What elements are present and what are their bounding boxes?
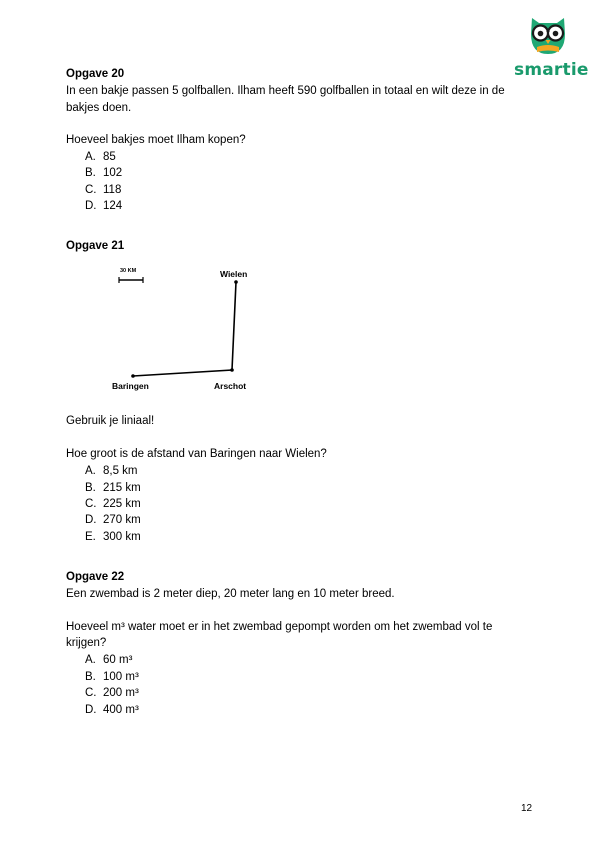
q20-option-c: C. 118 — [85, 183, 122, 196]
q21-option-a: A. 8,5 km — [85, 465, 138, 477]
q20-title: Opgave 20 — [66, 68, 125, 80]
q21-option-d: D. 270 km — [85, 514, 141, 526]
q21-question: Hoe groot is de afstand van Baringen naar Wielen? — [66, 448, 327, 460]
logo-text: smartie — [514, 60, 589, 80]
point-baringen — [131, 374, 135, 378]
page-number: 12 — [521, 803, 533, 814]
q20-option-d: D. 124 — [85, 200, 123, 212]
q22-question-line2: krijgen? — [66, 637, 107, 649]
q20-text-line2: bakjes doen. — [66, 102, 132, 114]
point-wielen — [234, 280, 238, 284]
q20-option-a: A. 85 — [85, 151, 116, 163]
route-map — [100, 262, 280, 398]
q22-option-b: B. 100 m³ — [85, 670, 139, 683]
q21-option-b: B. 215 km — [85, 481, 141, 494]
q21-option-e: E. 300 km — [85, 530, 141, 543]
label-wielen: Wielen — [220, 269, 248, 279]
q22-question-line1: Hoeveel m³ water moet er in het zwembad gepompt worden om het zwembad vol te — [66, 621, 493, 633]
smartie-logo — [512, 12, 589, 82]
label-baringen: Baringen — [112, 381, 149, 391]
q21-option-c: C. 225 km — [85, 498, 141, 510]
q21-instruction: Gebruik je liniaal! — [66, 415, 155, 427]
label-arschot: Arschot — [214, 381, 247, 391]
owl-icon — [524, 12, 572, 58]
point-arschot — [230, 368, 234, 372]
q20-text-line1: In een bakje passen 5 golfballen. Ilham heeft 590 golfballen in totaal en wilt deze in de — [66, 85, 505, 97]
q22-title: Opgave 22 — [66, 571, 125, 583]
q22-option-d: D. 400 m³ — [85, 703, 139, 716]
scale-bar — [119, 277, 143, 283]
q22-text: Een zwembad is 2 meter diep, 20 meter lang en 10 meter breed. — [66, 588, 395, 600]
q20-question: Hoeveel bakjes moet Ilham kopen? — [66, 134, 246, 146]
q22-option-a: A. 60 m³ — [85, 654, 133, 666]
q21-title: Opgave 21 — [66, 240, 125, 252]
scale-label: 30 KM — [120, 268, 137, 274]
route-line — [133, 282, 236, 376]
q22-option-c: C. 200 m³ — [85, 687, 139, 699]
q20-option-b: B. 102 — [85, 167, 123, 179]
